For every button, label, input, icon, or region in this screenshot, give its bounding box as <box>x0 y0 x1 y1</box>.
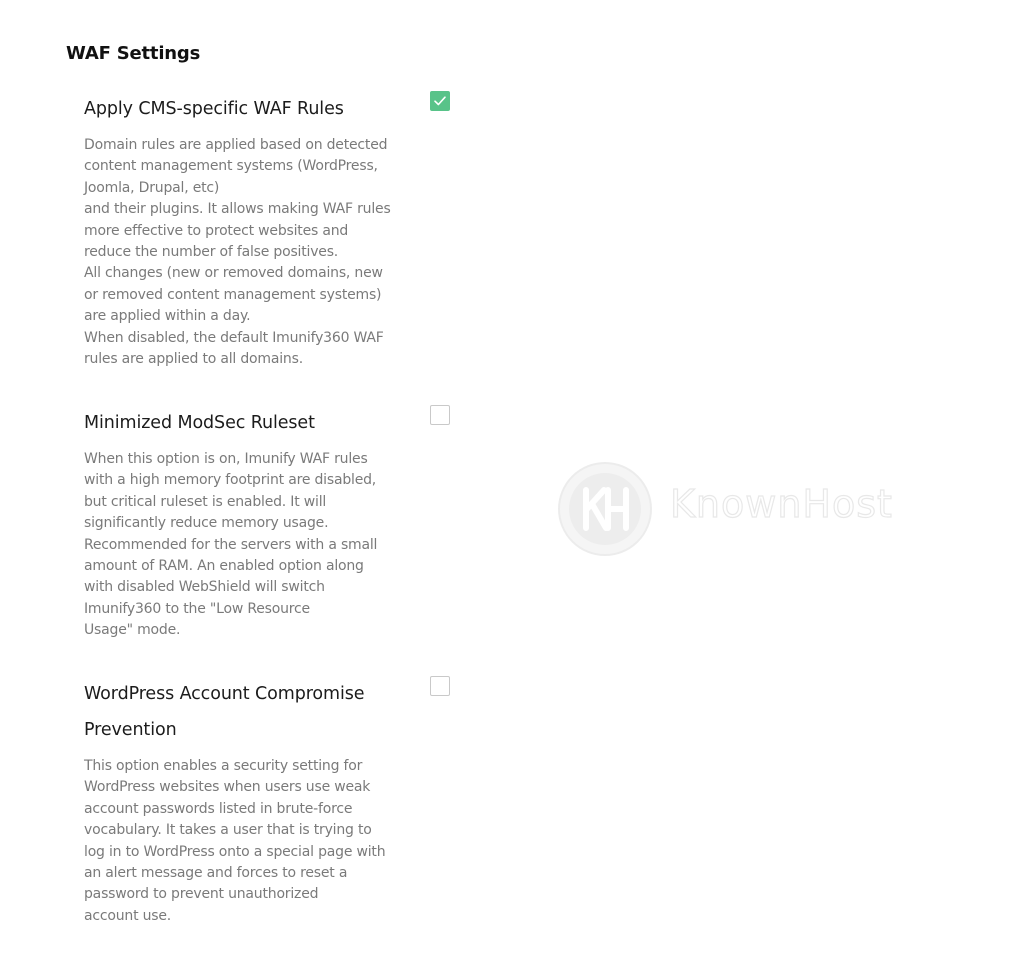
setting-description-cms-waf-rules <box>84 135 404 370</box>
description-line: account use. <box>84 907 172 924</box>
watermark-text: KnownHost <box>670 482 893 526</box>
section-title: WAF Settings <box>66 43 201 64</box>
description-line: or removed content management systems) <box>84 286 382 303</box>
setting-description-minimized-modsec <box>84 449 404 642</box>
description-line: Joomla, Drupal, etc) <box>84 179 220 196</box>
description-line: All changes (new or removed domains, new <box>84 265 383 282</box>
description-line: with a high memory footprint are disabled, <box>84 472 377 489</box>
description-line: reduce the number of false positives. <box>84 244 339 261</box>
description-line: are applied within a day. <box>84 308 251 325</box>
description-line: vocabulary. It takes a user that is trying to <box>84 822 372 839</box>
setting-title-cms-waf-rules: Apply CMS-specific WAF Rules <box>84 99 344 119</box>
description-line: amount of RAM. An enabled option along <box>84 558 364 575</box>
setting-title-wp-account-compromise <box>84 676 384 748</box>
description-line: password to prevent unauthorized <box>84 886 319 903</box>
description-line: When disabled, the default Imunify360 WAF <box>84 329 384 346</box>
setting-minimized-modsec <box>84 405 474 642</box>
checkmark-icon <box>433 94 447 108</box>
description-line: log in to WordPress onto a special page with <box>84 843 386 860</box>
description-line: account passwords listed in brute-force <box>84 800 353 817</box>
description-line: content management systems (WordPress, <box>84 158 378 175</box>
minimized-modsec-checkbox[interactable] <box>430 405 450 425</box>
description-line: and their plugins. It allows making WAF rules <box>84 201 391 218</box>
description-line: rules are applied to all domains. <box>84 351 303 368</box>
description-line: significantly reduce memory usage. <box>84 515 329 532</box>
setting-wp-account-compromise <box>84 676 474 927</box>
description-line: Recommended for the servers with a small <box>84 536 378 553</box>
setting-title-minimized-modsec: Minimized ModSec Ruleset <box>84 413 315 433</box>
description-line: This option enables a security setting for <box>84 758 363 774</box>
setting-description-wp-account-compromise <box>84 756 404 927</box>
setting-title-line: Prevention <box>84 720 177 740</box>
kh-logo-icon <box>556 460 654 558</box>
description-line: with disabled WebShield will switch <box>84 579 325 596</box>
knownhost-watermark <box>556 460 936 560</box>
setting-cms-waf-rules <box>84 91 474 370</box>
description-line: more effective to protect websites and <box>84 222 349 239</box>
description-line: When this option is on, Imunify WAF rules <box>84 451 368 467</box>
description-line: WordPress websites when users use weak <box>84 779 371 796</box>
description-line: Domain rules are applied based on detected <box>84 137 388 153</box>
cms-waf-rules-checkbox[interactable] <box>430 91 450 111</box>
setting-title-line: WordPress Account Compromise <box>84 684 365 704</box>
description-line: Usage" mode. <box>84 622 181 639</box>
wp-account-compromise-checkbox[interactable] <box>430 676 450 696</box>
description-line: but critical ruleset is enabled. It will <box>84 493 327 510</box>
description-line: Imunify360 to the "Low Resource <box>84 600 310 617</box>
description-line: an alert message and forces to reset a <box>84 865 348 882</box>
